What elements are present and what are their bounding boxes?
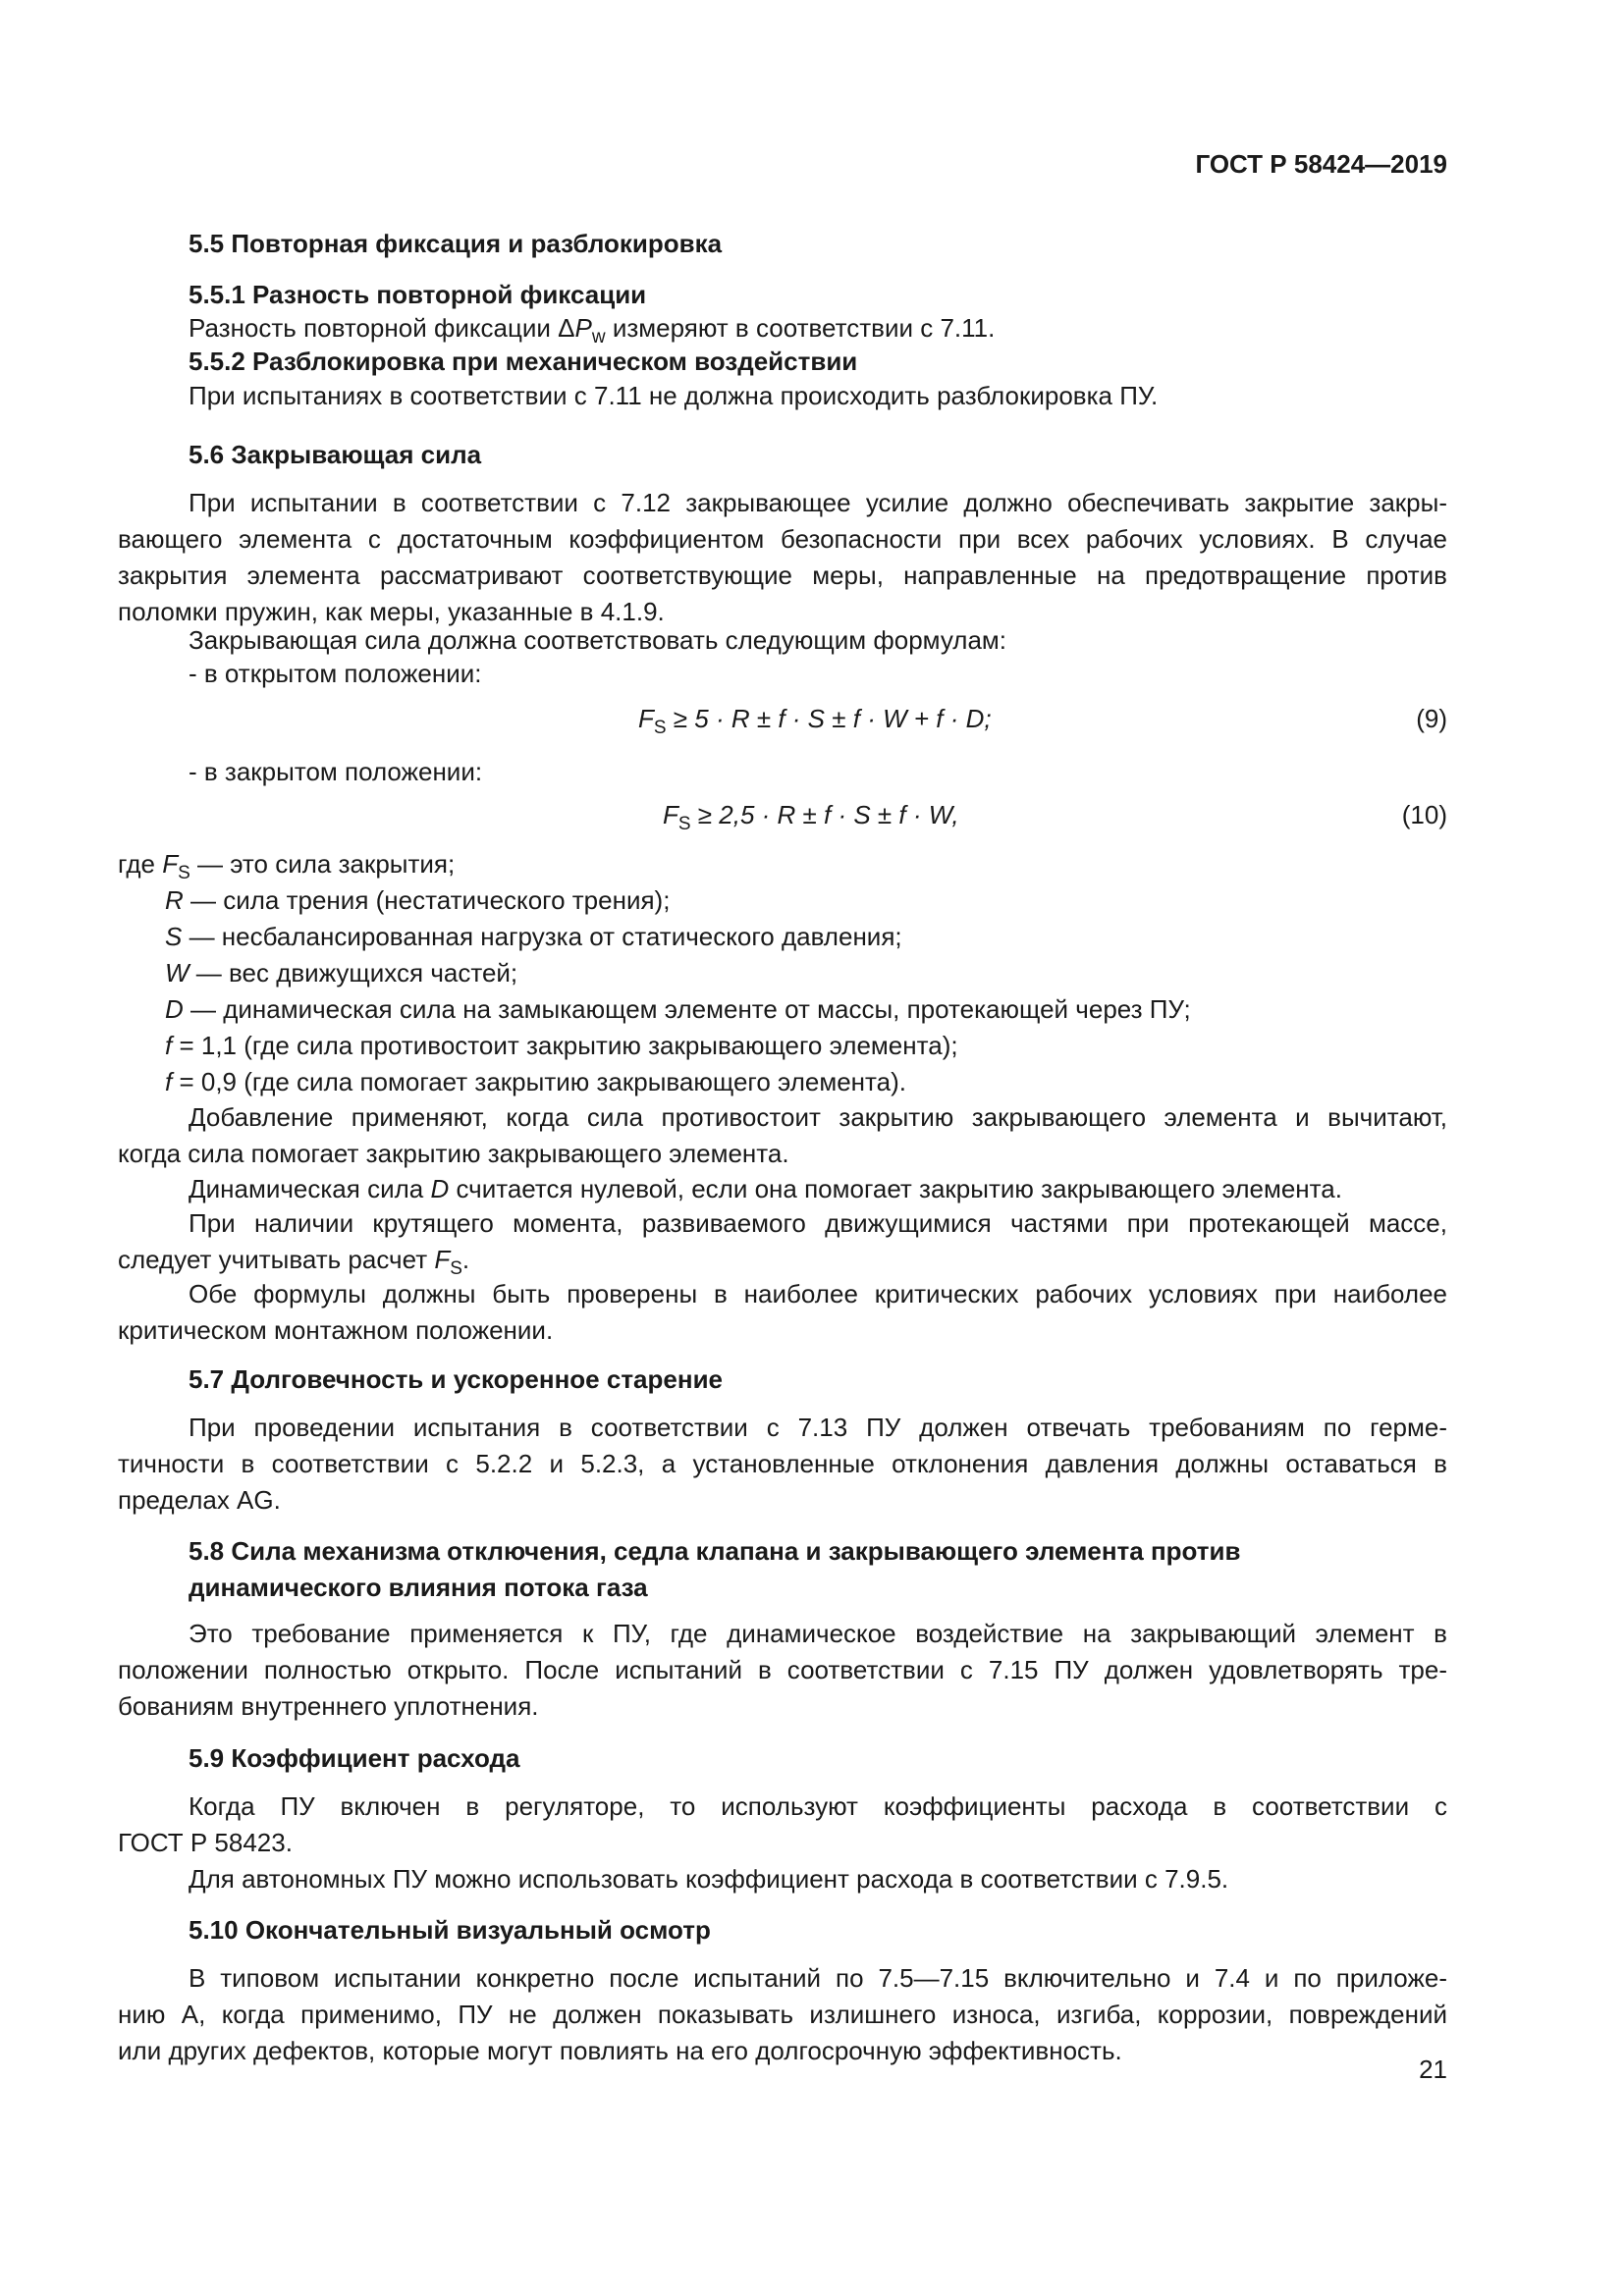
page-number: 21 [1419,2055,1447,2084]
definition-r: R — сила трения (нестатического трения); [165,885,671,915]
section-5-5-2-text: При испытаниях в соответствии с 7.11 не должна происходить разблокировка ПУ. [189,381,1159,410]
section-5-7-title: 5.7 Долговечность и ускоренное старение [189,1364,724,1394]
definition-w: W — вес движущихся частей; [165,958,518,988]
definition-f-1: f = 1,1 (где сила противостоит закрытию закрывающего элемента); [165,1031,958,1060]
section-5-5-1-title: 5.5.1 Разность повторной фиксации [189,280,647,309]
section-5-6-para-5: При наличии крутящего момента, развиваемого движущимися частями при протекающей массе, следует учитывать расчет $F_S$. [118,1208,1447,1279]
equation-number-9: (9) [1416,704,1447,733]
section-5-9-text: Когда ПУ включен в регуляторе, то используют коэффициенты расхода в соответствии с ГОСТ Р 58423. Для автономных ПУ можно использовать коэффициент расхода в соответствии с 7.9.5. [118,1791,1447,1894]
section-5-7-text: При проведении испытания в соответствии с 7.13 ПУ должен отвечать требованиям по герме- тичности в соответствии с 5.2.2 и 5.2.3, а установленные отклонения давления должны оставаться в пределах AG. [118,1413,1447,1515]
section-5-6-para-6: Обе формулы должны быть проверены в наиболее критических рабочих условиях при наиболее критическом монтажном положении. [118,1279,1447,1345]
definition-s: S — несбалансированная нагрузка от статического давления; [165,922,902,951]
definition-fs: где $F_S$ — это сила закрытия; [118,849,456,883]
section-5-5-2-title: 5.5.2 Разблокировка при механическом воздействии [189,347,858,376]
formula-10: $F_S \ge 2,5 \cdot R \pm f \cdot S \pm f \cdot W$, [663,800,959,834]
section-5-8-title: 5.8 Сила механизма отключения, седла клапана и закрывающего элемента против динамического влияния потока газа [189,1536,1241,1602]
section-5-9-title: 5.9 Коэффициент расхода [189,1743,520,1773]
definition-d: D — динамическая сила на замыкающем элементе от массы, протекающей через ПУ; [165,994,1191,1024]
section-5-6-title: 5.6 Закрывающая сила [189,440,482,469]
section-5-5-title: 5.5 Повторная фиксация и разблокировка [189,229,723,258]
formula-9: $F_S \ge 5 \cdot R \pm f \cdot S \pm f \cdot W + f \cdot D$; [638,704,992,738]
definition-f-2: f = 0,9 (где сила помогает закрытию закрывающего элемента). [165,1067,906,1096]
section-5-5-1-text: Разность повторной фиксации $\Delta P_w$ измеряют в соответствии с 7.11. [189,313,996,347]
closed-position-label: - в закрытом положении: [189,757,483,786]
section-5-8-text: Это требование применяется к ПУ, где динамическое воздействие на закрывающий элемент в положении полностью открыто. После испытаний в соответствии с 7.15 ПУ должен удовлетворять тре- бованиям внутреннего уплотнения. [118,1619,1447,1721]
open-position-label: - в открытом положении: [189,659,482,688]
section-5-6-para-3: Добавление применяют, когда сила противостоит закрытию закрывающего элемента и вычитают, когда сила помогает закрытию закрывающего элемента. [118,1102,1447,1168]
section-5-6-para-4: Динамическая сила D считается нулевой, если она помогает закрытию закрывающего элемента. [189,1174,1342,1203]
document-id-header: ГОСТ Р 58424—2019 [1195,149,1447,179]
section-5-10-title: 5.10 Окончательный визуальный осмотр [189,1915,711,1945]
section-5-10-text: В типовом испытании конкретно после испытаний по 7.5—7.15 включительно и 7.4 и по приложе- нию А, когда применимо, ПУ не должен показывать излишнего износа, изгиба, коррозии, повреждений или других дефектов, которые могут повлиять на его долгосрочную эффективность. [118,1963,1447,2065]
section-5-6-para-1: При испытании в соответствии с 7.12 закрывающее усилие должно обеспечивать закрытие закры- вающего элемента с достаточным коэффициентом безопасности при всех рабочих условиях. В случае закрытия элемента рассматривают соответствующие меры, направленные на предотвращение против поломки пружин, как меры, указанные в 4.1.9. [118,488,1447,626]
symbol-definitions [118,846,1447,1100]
section-5-6-para-2: Закрывающая сила должна соответствовать следующим формулам: [189,625,1007,655]
equation-number-10: (10) [1401,800,1447,829]
